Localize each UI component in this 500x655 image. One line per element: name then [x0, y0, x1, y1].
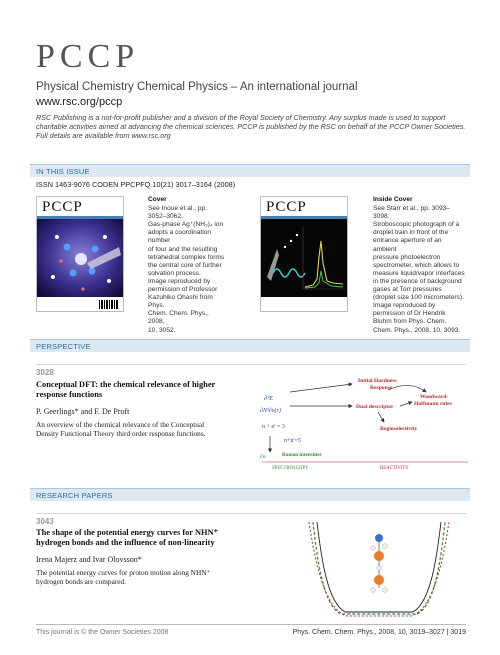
- journal-url-link[interactable]: www.rsc.org/pccp: [36, 96, 123, 108]
- inside-cover-line: permission of Dr Hendrik: [373, 310, 446, 318]
- inside-cover-line: Image reproduced by: [373, 302, 436, 310]
- cover-caption: [148, 196, 226, 335]
- inside-cover-caption: [373, 196, 465, 335]
- cover-image[interactable]: [36, 196, 124, 312]
- in-this-issue-label: IN THIS ISSUE: [36, 167, 90, 176]
- title-line: Conceptual DFT: the chemical relevance of higher: [36, 380, 216, 389]
- inside-cover-label: Inside Cover: [373, 196, 413, 203]
- inside-cover-line: in the presence of background: [373, 277, 462, 285]
- issn-coden-line: ISSN 1463-9076 CODEN PPCPFQ 10(21) 3017–3164 (2008): [36, 180, 236, 189]
- cover-line: tetrahedral complex forms: [148, 253, 225, 261]
- regioselectivity-label: Regioselectivity: [380, 426, 418, 432]
- footer-citation: Phys. Chem. Chem. Phys., 2008, 10, 3019–3027 | 3019: [292, 629, 466, 636]
- perspective-authors: P. Geerlings* and F. De Proft: [36, 407, 130, 416]
- formula-glyph: ∂α: [260, 454, 266, 460]
- inside-cover-line: measure liquid/vapor interfaces: [373, 269, 465, 277]
- title-line: The shape of the potential energy curves for NHN⁺: [36, 528, 218, 537]
- perspective-rule: [36, 364, 466, 365]
- barcode-icon: [99, 300, 119, 309]
- reactivity-label: REACTIVITY: [380, 466, 409, 470]
- inside-cover-strip: [261, 216, 347, 219]
- inside-cover-line: spectrometer, which allows to: [373, 261, 460, 269]
- footer-rule: [36, 624, 466, 625]
- cover-line: 10, 3052.: [148, 326, 176, 334]
- perspective-abstract: [36, 420, 256, 438]
- cover-line: Kazuhiko Ohashi from Phys.: [148, 294, 213, 310]
- abstract-line: hydrogen bonds are compared.: [36, 577, 126, 586]
- cover-line: solvation process.: [148, 269, 201, 277]
- formula-glyph: n + n' = 3: [262, 424, 285, 430]
- formula-glyph: ∂³E: [264, 395, 274, 402]
- research-abstract: [36, 568, 266, 586]
- inside-cover-header: [261, 197, 347, 217]
- perspective-title[interactable]: [36, 380, 256, 400]
- dft-diagram: [260, 368, 470, 470]
- woodward-label: Woodward-: [420, 394, 449, 400]
- cover-line: Image reproduced by: [148, 277, 211, 285]
- inside-cover-line: Stroboscopic photograph of a: [373, 221, 460, 229]
- raman-label: Raman intensities: [282, 452, 322, 458]
- inside-cover-footer: [261, 297, 347, 311]
- cover-line: of four and the resulting: [148, 245, 218, 253]
- cover-strip: [37, 216, 123, 219]
- research-page-number[interactable]: 3043: [36, 517, 54, 526]
- abstract-line: The potential energy curves for proton motion along NHN⁺: [36, 568, 211, 577]
- inside-cover-line: (droplet size 100 micrometers).: [373, 294, 464, 302]
- cover-line: See Inoue et al., pp. 3052–3062.: [148, 205, 208, 221]
- abstract-line: Density Functional Theory third order response functions.: [36, 429, 206, 438]
- formula-glyph: ∂N²∂υ(r): [260, 408, 281, 414]
- inside-cover-line: droplet train in front of the: [373, 229, 449, 237]
- inside-cover-image[interactable]: [260, 196, 348, 312]
- cover-line: Gas-phase Ag⁺(NH₃)₄ ion: [148, 221, 224, 229]
- footer-copyright: This journal is © the Owner Societies 2008: [36, 629, 169, 636]
- cover-line: adopts a coordination number: [148, 229, 212, 245]
- cover-label: Cover: [148, 196, 167, 203]
- cover-line: permission of Professor: [148, 286, 218, 294]
- hoffmann-label: Hoffmann rules: [414, 401, 452, 407]
- in-this-issue-bar: [30, 164, 470, 177]
- perspective-page-number[interactable]: 3028: [36, 368, 54, 377]
- perspective-label: PERSPECTIVE: [36, 342, 91, 351]
- abstract-line: An overview of the chemical relevance of the Conceptual: [36, 420, 205, 429]
- research-rule: [36, 513, 466, 514]
- research-authors: Irena Majerz and Ivar Olovsson*: [36, 555, 142, 564]
- inside-cover-line: See Starr et al., pp. 3093–3098.: [373, 205, 450, 221]
- inside-cover-line: Bluhm from Phys. Chem.: [373, 318, 447, 326]
- cover-line: the central core of further: [148, 261, 222, 269]
- response-label: Response: [370, 385, 393, 391]
- inside-cover-line: pressure photoelectron: [373, 253, 441, 261]
- inside-cover-line: Chem. Phys., 2008, 10, 3093.: [373, 326, 461, 334]
- spectroscopy-label: SPECTROSCOPY: [272, 466, 309, 470]
- formula-glyph: n+n'=5: [284, 438, 301, 444]
- cover-footer: [37, 297, 123, 311]
- title-line: response functions: [36, 390, 103, 399]
- initial-hardness-label: Initial Hardness: [358, 378, 397, 384]
- research-title[interactable]: [36, 528, 266, 548]
- publisher-note: RSC Publishing is a not-for-profit publisher and a division of the Royal Society of Chemistry. Any surplus made is used to support charitable activities aimed at advancing the chemical sciences. PCCP is published by the RSC on behalf of the PCCP Owner Societies. Full details are available from www.rsc.org: [36, 113, 466, 141]
- perspective-bar: [30, 339, 470, 352]
- potential-energy-graphic: [295, 518, 465, 620]
- cover-header: [37, 197, 123, 217]
- cover-title: PCCP: [42, 199, 83, 215]
- inside-cover-line: gases at Torr pressures: [373, 286, 442, 294]
- cover-line: Chem. Chem. Phys., 2008,: [148, 310, 209, 326]
- title-line: hydrogen bonds and the influence of non-linearity: [36, 538, 215, 547]
- inside-cover-line: entrance aperture of an ambient: [373, 237, 442, 253]
- research-papers-bar: [30, 488, 470, 501]
- journal-subtitle: Physical Chemistry Chemical Physics – An international journal: [36, 81, 358, 93]
- research-papers-label: RESEARCH PAPERS: [36, 491, 113, 500]
- inside-cover-title: PCCP: [266, 199, 307, 215]
- dual-descriptor-label: Dual descriptor: [356, 404, 394, 410]
- journal-masthead: PCCP: [36, 38, 140, 75]
